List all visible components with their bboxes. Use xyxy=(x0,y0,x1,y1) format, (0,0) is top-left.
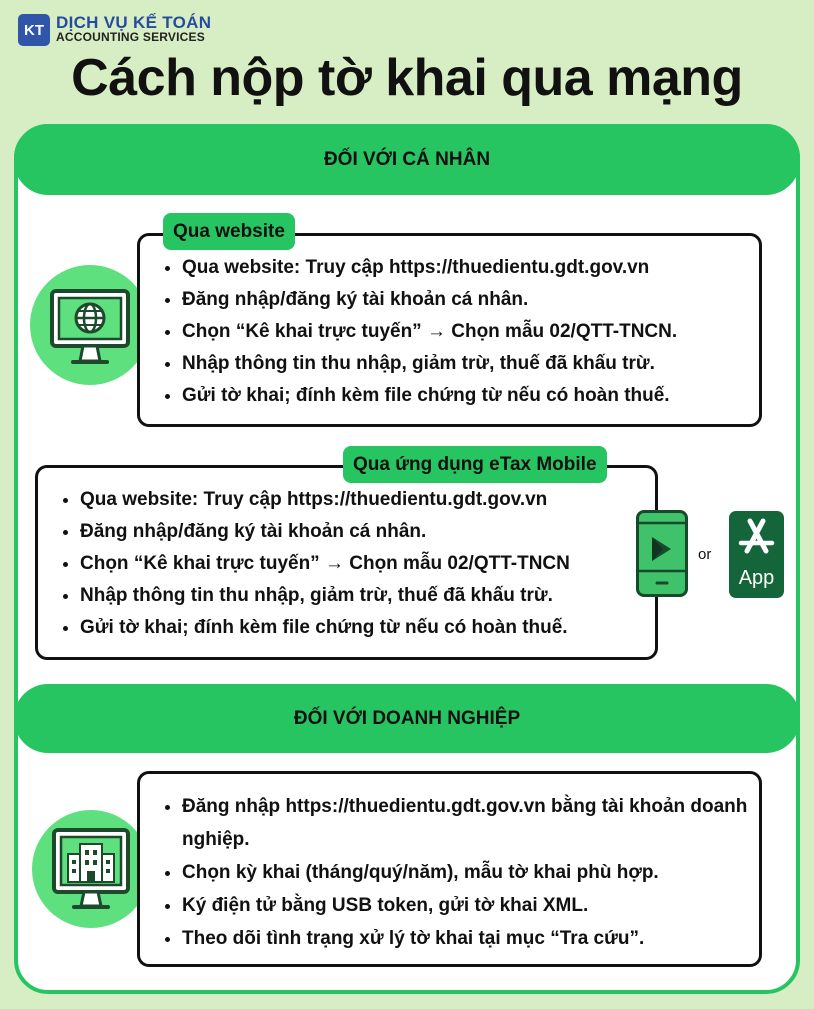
list-item: • Qua website: Truy cập https://thuedientu.gdt.gov.vn xyxy=(80,484,570,516)
logo-subtitle: ACCOUNTING SERVICES xyxy=(56,30,205,44)
computer-building-icon xyxy=(32,810,150,928)
list-item: • Nhập thông tin thu nhập, giảm trừ, thuế đã khấu trừ. xyxy=(182,348,677,380)
list-item: • Gửi tờ khai; đính kèm file chứng từ nếu có hoàn thuế. xyxy=(80,612,570,644)
brand-logo xyxy=(18,14,211,46)
app-label: App xyxy=(738,567,775,589)
section-heading-business: ĐỐI VỚI DOANH NGHIỆP xyxy=(14,684,800,753)
app-store-icon xyxy=(729,511,784,598)
logo-icon: KT xyxy=(18,14,50,46)
google-play-phone-icon xyxy=(636,510,688,597)
website-tag: Qua website xyxy=(163,213,295,250)
computer-globe-icon xyxy=(30,265,150,385)
list-item: • Ký điện tử bằng USB token, gửi tờ khai XML. xyxy=(182,889,762,922)
list-item: • Nhập thông tin thu nhập, giảm trừ, thuế đã khấu trừ. xyxy=(80,580,570,612)
business-steps-list xyxy=(160,790,762,955)
list-item: • Theo dõi tình trạng xử lý tờ khai tại mục “Tra cứu”. xyxy=(182,922,762,955)
logo-title: DỊCH VỤ KẾ TOÁN xyxy=(56,13,212,32)
list-item: • Chọn kỳ khai (tháng/quý/năm), mẫu tờ khai phù hợp. xyxy=(182,856,762,889)
list-item: • Chọn “Kê khai trực tuyến” → Chọn mẫu 02/QTT-TNCN. xyxy=(182,316,677,348)
list-item: • Đăng nhập/đăng ký tài khoản cá nhân. xyxy=(182,284,677,316)
list-item: • Gửi tờ khai; đính kèm file chứng từ nếu có hoàn thuế. xyxy=(182,380,677,412)
section-heading-individual: ĐỐI VỚI CÁ NHÂN xyxy=(14,124,800,195)
page-title: Cách nộp tờ khai qua mạng xyxy=(71,49,743,107)
or-label: or xyxy=(698,546,712,563)
list-item: • Qua website: Truy cập https://thuedientu.gdt.gov.vn xyxy=(182,252,677,284)
list-item: • Chọn “Kê khai trực tuyến” → Chọn mẫu 02/QTT-TNCN xyxy=(80,548,570,580)
mobile-steps-list xyxy=(58,484,570,644)
list-item: • Đăng nhập https://thuedientu.gdt.gov.vn bằng tài khoản doanh nghiệp. xyxy=(182,790,762,856)
mobile-tag: Qua ứng dụng eTax Mobile xyxy=(343,446,607,483)
list-item: • Đăng nhập/đăng ký tài khoản cá nhân. xyxy=(80,516,570,548)
website-steps-list xyxy=(160,252,677,412)
